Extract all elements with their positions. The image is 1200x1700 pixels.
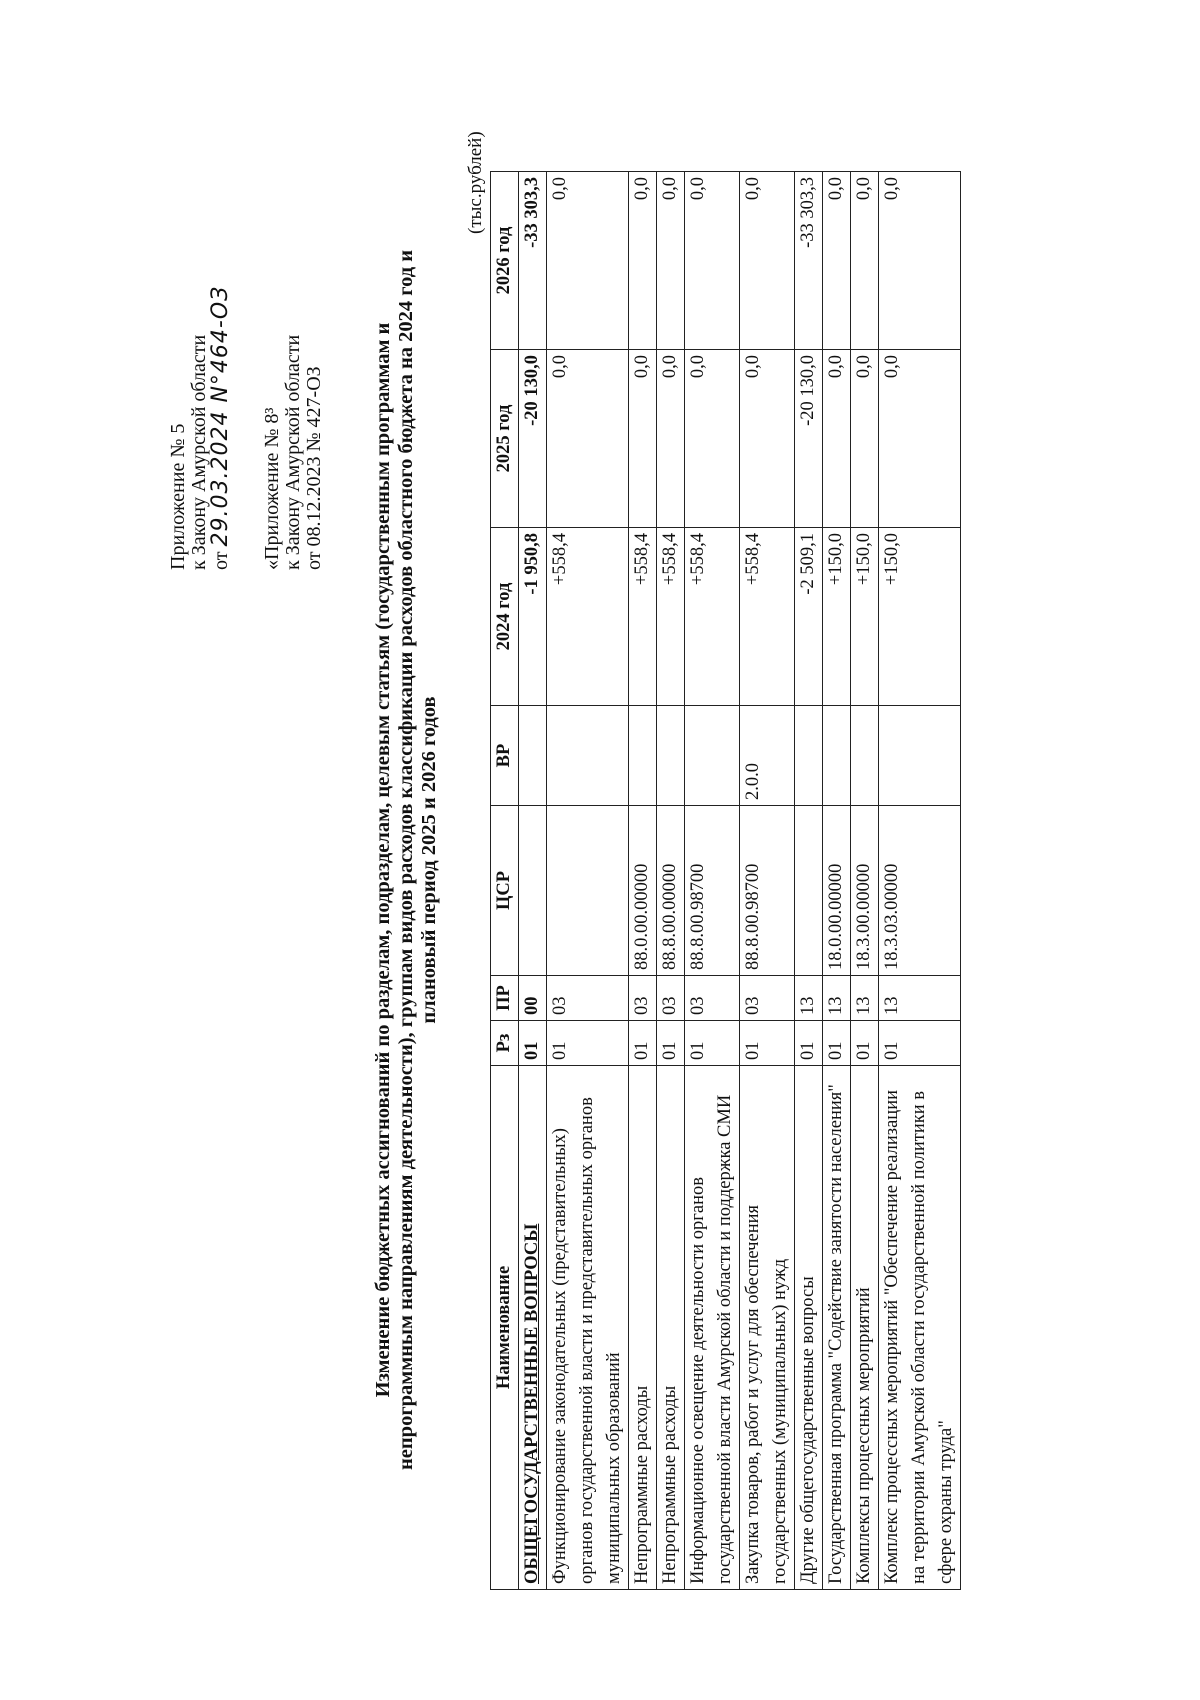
cell-2025: 0,0 [657, 350, 685, 528]
cell-2026: 0,0 [685, 172, 740, 350]
cell-vr [685, 706, 740, 806]
cell-name: Закупка товаров, работ и услуг для обеспечения государственных (муниципальных) нужд [740, 1066, 795, 1590]
cell-csr: 18.3.03.00000 [879, 806, 961, 976]
header-2024: 2024 год [491, 528, 519, 706]
cell-2024: +150,0 [823, 528, 851, 706]
cell-2025: -20 130,0 [519, 350, 547, 528]
title-line-3: плановый период 2025 и 2026 годов [418, 696, 440, 1024]
table-row [795, 172, 823, 1590]
cell-2026: 0,0 [823, 172, 851, 350]
table-row [851, 172, 879, 1590]
cell-2024: -1 950,8 [519, 528, 547, 706]
cell-rz: 01 [879, 1021, 961, 1066]
cell-rz: 01 [519, 1021, 547, 1066]
cell-vr [657, 706, 685, 806]
cell-pr: 13 [879, 976, 961, 1021]
cell-2026: 0,0 [879, 172, 961, 350]
cell-vr: 2.0.0 [740, 706, 795, 806]
cell-vr [823, 706, 851, 806]
appendix-new-line2: к Закону Амурской области [188, 334, 210, 570]
header-csr: ЦСР [491, 806, 519, 976]
appendix-old-block [262, 335, 325, 570]
header-pr: ПР [491, 976, 519, 1021]
cell-pr: 03 [629, 976, 657, 1021]
cell-csr: 88.8.00.98700 [685, 806, 740, 976]
cell-rz: 01 [629, 1021, 657, 1066]
cell-pr: 03 [740, 976, 795, 1021]
cell-pr: 03 [547, 976, 629, 1021]
cell-2025: -20 130,0 [795, 350, 823, 528]
cell-csr: 88.8.00.00000 [657, 806, 685, 976]
cell-2024: +150,0 [879, 528, 961, 706]
cell-2025: 0,0 [823, 350, 851, 528]
cell-2024: -2 509,1 [795, 528, 823, 706]
cell-name: Другие общегосударственные вопросы [795, 1066, 823, 1590]
cell-pr: 13 [823, 976, 851, 1021]
cell-csr: 18.0.00.00000 [823, 806, 851, 976]
cell-2025: 0,0 [547, 350, 629, 528]
cell-vr [547, 706, 629, 806]
cell-2025: 0,0 [685, 350, 740, 528]
cell-rz: 01 [547, 1021, 629, 1066]
cell-name: Непрограммные расходы [629, 1066, 657, 1590]
title-line-1: Изменение бюджетных ассигнований по разделам, подразделам, целевым статьям (государственным программам и [372, 322, 394, 1398]
cell-2025: 0,0 [629, 350, 657, 528]
budget-table [490, 171, 961, 1590]
table-row [823, 172, 851, 1590]
table-row [629, 172, 657, 1590]
cell-2024: +558,4 [629, 528, 657, 706]
table-row [879, 172, 961, 1590]
cell-2024: +558,4 [740, 528, 795, 706]
cell-rz: 01 [740, 1021, 795, 1066]
table-header-row [491, 172, 519, 1590]
cell-csr [547, 806, 629, 976]
appendix-old-line1: «Приложение № 8³ [261, 407, 283, 570]
cell-2026: 0,0 [851, 172, 879, 350]
cell-name: Комплекс процессных мероприятий "Обеспечение реализации на территории Амурской области государственной политики в сфере охраны труда" [879, 1066, 961, 1590]
appendix-new-block [168, 286, 232, 570]
table-row [740, 172, 795, 1590]
cell-rz: 01 [823, 1021, 851, 1066]
cell-2026: 0,0 [740, 172, 795, 350]
appendix-old-line3: от 08.12.2023 № 427-ОЗ [303, 366, 325, 570]
table-row [685, 172, 740, 1590]
cell-vr [629, 706, 657, 806]
cell-2024: +150,0 [851, 528, 879, 706]
header-name: Наименование [491, 1066, 519, 1590]
cell-name: ОБЩЕГОСУДАРСТВЕННЫЕ ВОПРОСЫ [519, 1066, 547, 1590]
cell-pr: 13 [795, 976, 823, 1021]
cell-name: Комплексы процессных мероприятий [851, 1066, 879, 1590]
cell-pr: 13 [851, 976, 879, 1021]
cell-name: Государственная программа "Содействие занятости населения" [823, 1066, 851, 1590]
cell-2024: +558,4 [685, 528, 740, 706]
cell-vr [851, 706, 879, 806]
cell-2026: 0,0 [629, 172, 657, 350]
cell-rz: 01 [657, 1021, 685, 1066]
cell-2025: 0,0 [879, 350, 961, 528]
appendix-new-line1: Приложение № 5 [167, 423, 189, 570]
header-rz: Рз [491, 1021, 519, 1066]
cell-csr: 18.3.00.00000 [851, 806, 879, 976]
cell-name: Функционирование законодательных (представительных) органов государственной власти и представительных органов муниципальных образований [547, 1066, 629, 1590]
appendix-old-line2: к Закону Амурской области [282, 334, 304, 570]
cell-rz: 01 [851, 1021, 879, 1066]
cell-rz: 01 [685, 1021, 740, 1066]
cell-pr: 03 [685, 976, 740, 1021]
cell-pr: 00 [519, 976, 547, 1021]
cell-2024: +558,4 [657, 528, 685, 706]
cell-vr [795, 706, 823, 806]
cell-csr: 88.8.00.98700 [740, 806, 795, 976]
header-vr: ВР [491, 706, 519, 806]
cell-csr [795, 806, 823, 976]
cell-name: Информационное освещение деятельности органов государственной власти Амурской области и поддержка СМИ [685, 1066, 740, 1590]
cell-csr: 88.0.00.00000 [629, 806, 657, 976]
table-row [657, 172, 685, 1590]
cell-rz: 01 [795, 1021, 823, 1066]
title-line-2: непрограммным направлениям деятельности), группам видов расходов классификации расходов областного бюджета на 2024 год и [395, 249, 417, 1471]
document-title [372, 160, 441, 1560]
table-row [519, 172, 547, 1590]
table-row [547, 172, 629, 1590]
cell-vr [519, 706, 547, 806]
header-2025: 2025 год [491, 350, 519, 528]
cell-2024: +558,4 [547, 528, 629, 706]
cell-2026: -33 303,3 [795, 172, 823, 350]
cell-2026: -33 303,3 [519, 172, 547, 350]
cell-2025: 0,0 [851, 350, 879, 528]
cell-2025: 0,0 [740, 350, 795, 528]
handwritten-date-number: 29.03.2024 N°464-ОЗ [208, 285, 233, 547]
cell-2026: 0,0 [547, 172, 629, 350]
cell-name: Непрограммные расходы [657, 1066, 685, 1590]
cell-pr: 03 [657, 976, 685, 1021]
appendix-new-date-prefix: от [210, 551, 232, 570]
unit-label: (тыс.рублей) [465, 131, 486, 234]
header-2026: 2026 год [491, 172, 519, 350]
cell-vr [879, 706, 961, 806]
cell-2026: 0,0 [657, 172, 685, 350]
cell-csr [519, 806, 547, 976]
appendix-new-line3 [210, 286, 232, 570]
